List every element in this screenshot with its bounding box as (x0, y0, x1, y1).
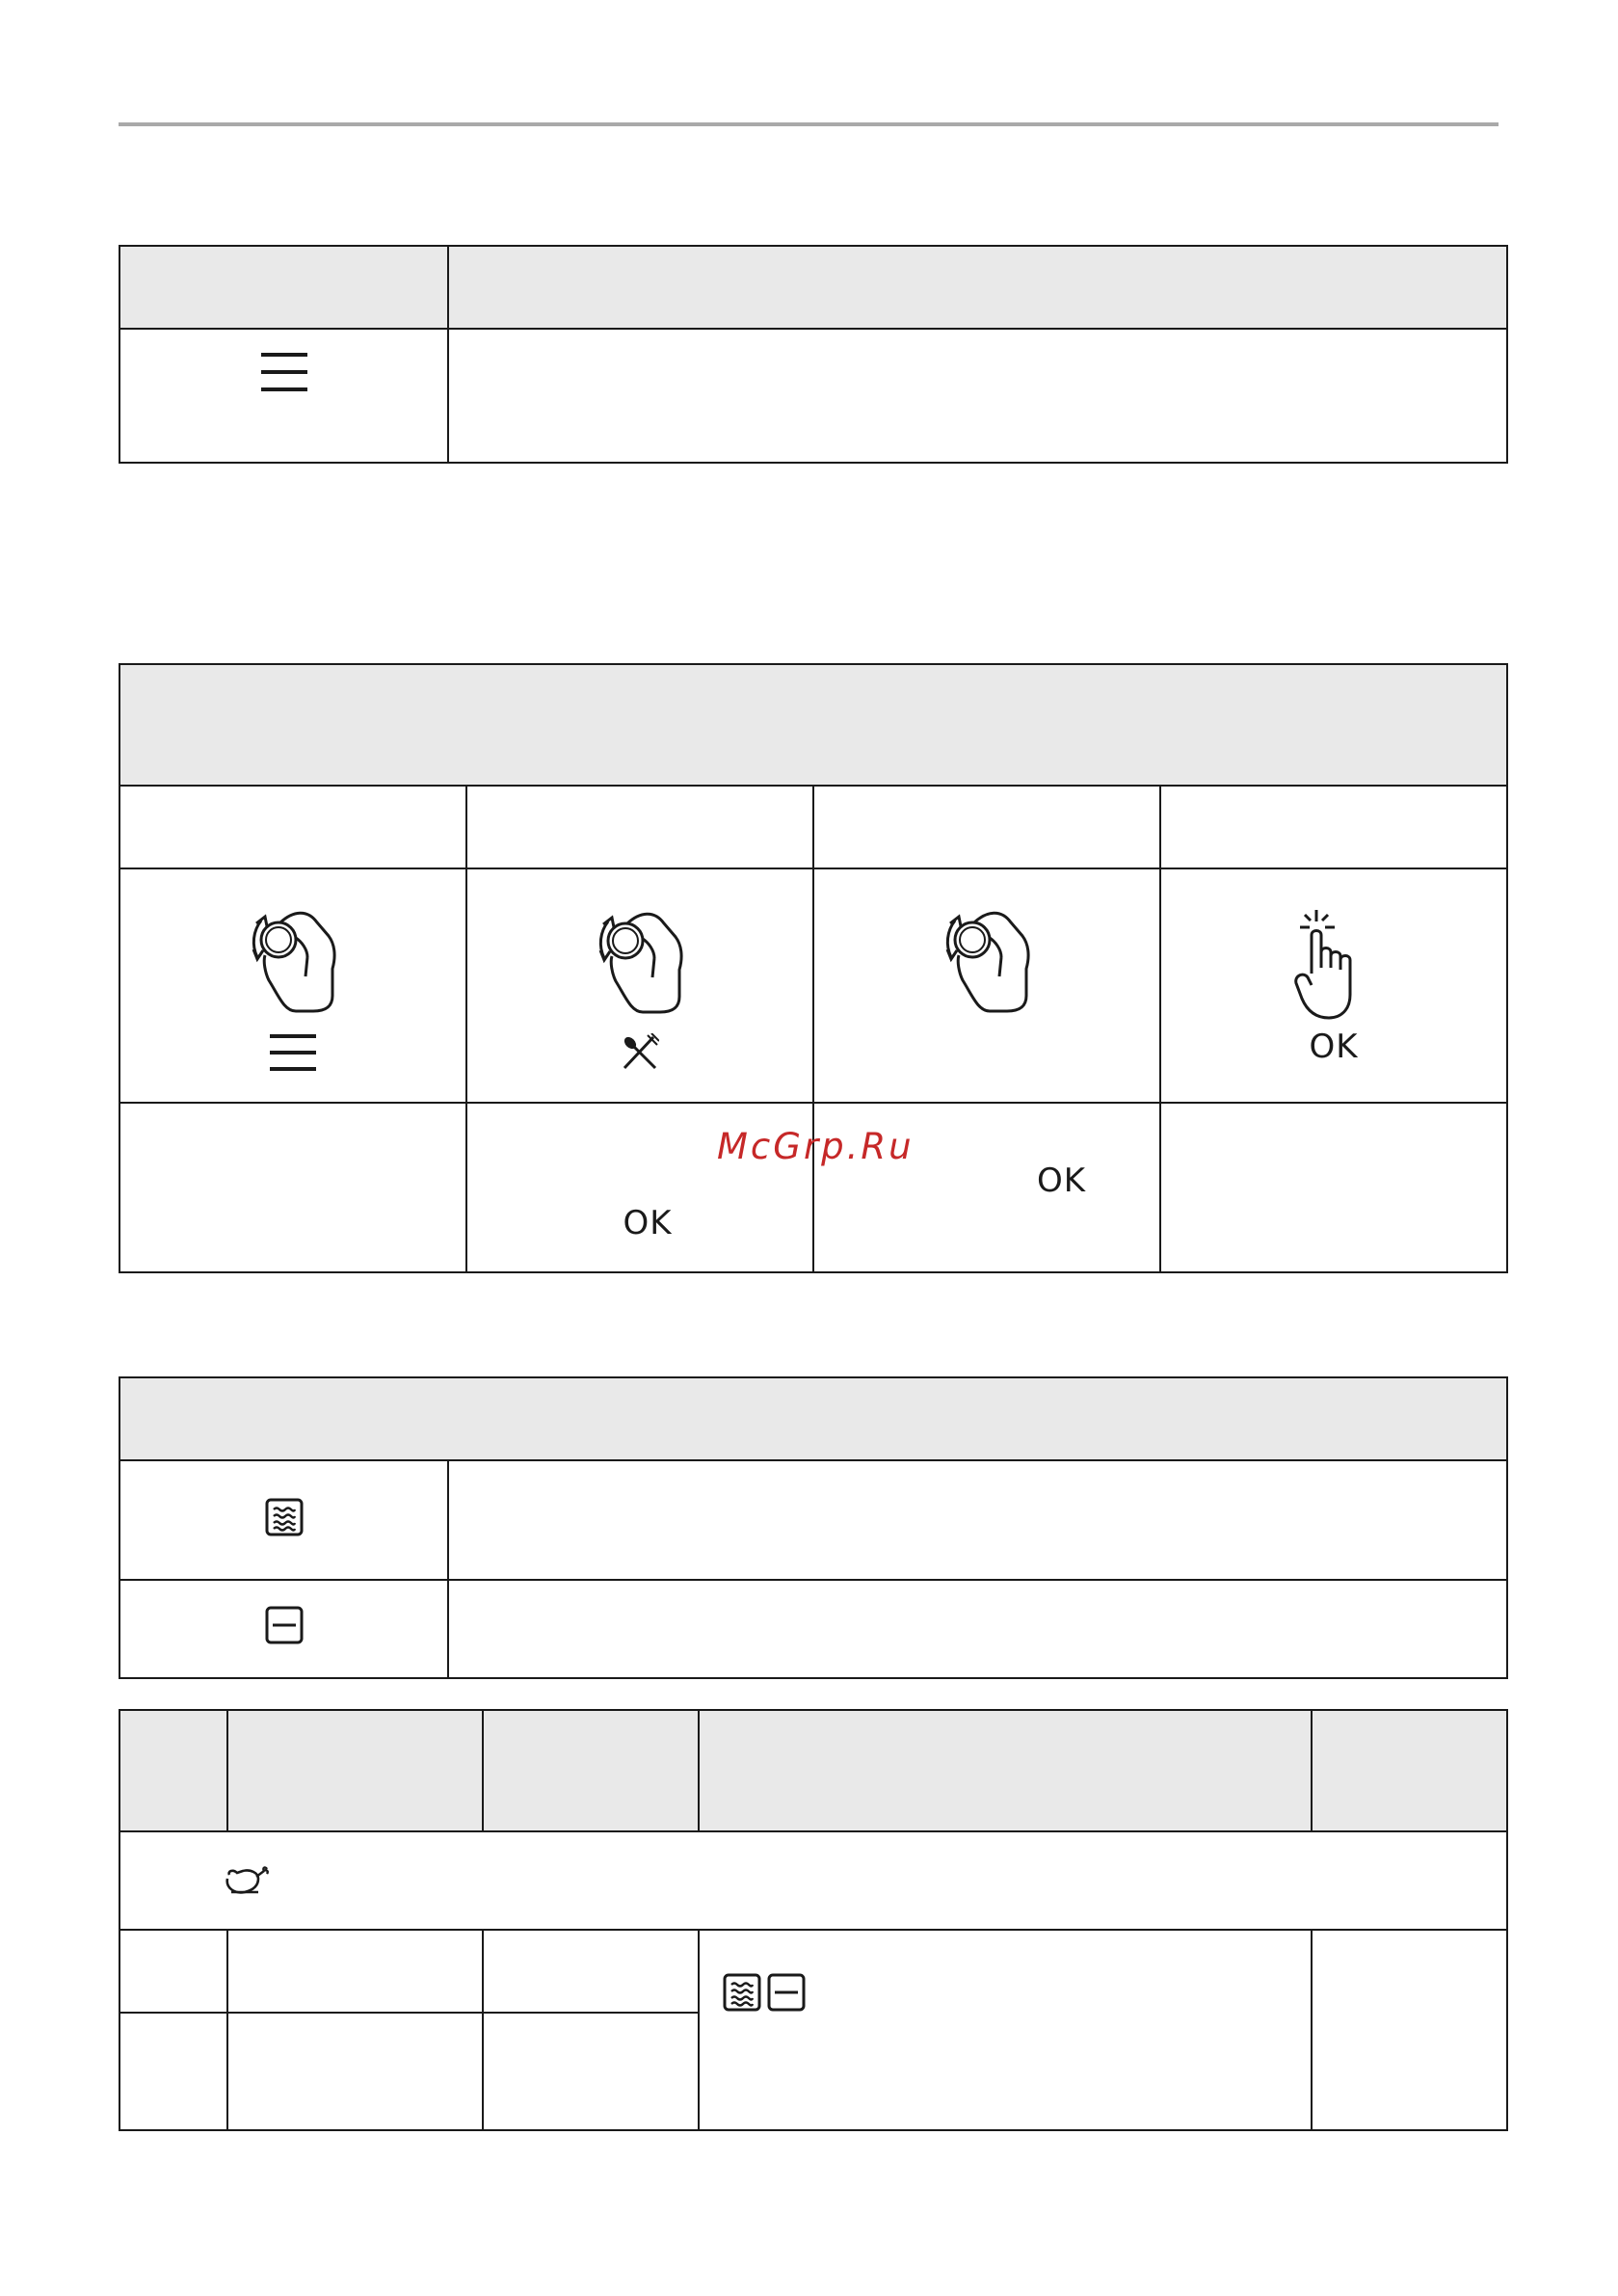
description-cell (448, 1580, 1507, 1678)
step-title-cell (466, 786, 813, 868)
category-row (119, 1831, 1507, 1930)
microwave-waves-icon (265, 1498, 304, 1536)
top-rule (119, 122, 1499, 126)
description-cell (448, 329, 1507, 463)
rotate-knob-hand-icon (934, 899, 1040, 1015)
step-text-cell (1160, 1103, 1507, 1272)
table-row (119, 1580, 1507, 1678)
ok-label: OK (1309, 1027, 1359, 1066)
step-icon-cell (1160, 868, 1507, 1103)
menu-icon (261, 351, 307, 393)
rotate-knob-hand-icon (240, 899, 346, 1015)
tap-hand-icon (1290, 906, 1377, 1022)
step-icon-cell (813, 868, 1160, 1103)
step-title-cell (1160, 786, 1507, 868)
table-header-row (119, 246, 1507, 329)
ok-label: OK (623, 1204, 673, 1242)
header-cell (483, 1710, 699, 1831)
header-cell (1312, 1710, 1507, 1831)
microwave-waves-icon (723, 1973, 761, 2012)
heating-element-icon (767, 1973, 806, 2012)
table-cell (227, 1930, 483, 2013)
step-title-cell (119, 786, 466, 868)
icon-cell (119, 1460, 448, 1580)
description-cell (448, 1460, 1507, 1580)
icon-cell (119, 329, 448, 463)
table-row (119, 329, 1507, 463)
rotate-knob-hand-icon (587, 900, 693, 1016)
table-cell (483, 1930, 699, 2013)
step-title-row (119, 786, 1507, 868)
header-cell (119, 1710, 227, 1831)
table-cell (1312, 1930, 1507, 2130)
table-header-row (119, 1377, 1507, 1460)
watermark: McGrp.Ru (717, 1126, 915, 1167)
header-cell (119, 664, 1507, 786)
category-cell (119, 1831, 1507, 1930)
table-cell (119, 2013, 227, 2130)
table-cell (119, 1930, 227, 2013)
table-symbol-menu (119, 245, 1508, 464)
table-cell (483, 2013, 699, 2130)
table-header-row (119, 664, 1507, 786)
table-functions (119, 1376, 1508, 1679)
header-cell (119, 246, 448, 329)
header-cell (119, 1377, 1507, 1460)
table-header-row (119, 1710, 1507, 1831)
icon-cell (119, 1580, 448, 1678)
table-steps (119, 663, 1508, 1273)
function-cell (699, 1930, 1312, 2130)
step-text-cell (119, 1103, 466, 1272)
poultry-icon (224, 1865, 270, 1896)
step-title-cell (813, 786, 1160, 868)
header-cell (699, 1710, 1312, 1831)
header-cell (448, 246, 1507, 329)
step-icon-row (119, 868, 1507, 1103)
table-food (119, 1709, 1508, 2131)
ok-label: OK (1036, 1161, 1086, 1200)
header-cell (227, 1710, 483, 1831)
table-row (119, 1930, 1507, 2013)
table-row (119, 1460, 1507, 1580)
heating-element-icon (265, 1606, 304, 1644)
table-cell (227, 2013, 483, 2130)
menu-icon (270, 1032, 316, 1073)
spoon-fork-icon (621, 1033, 659, 1072)
step-icon-cell (119, 868, 466, 1103)
step-icon-cell (466, 868, 813, 1103)
